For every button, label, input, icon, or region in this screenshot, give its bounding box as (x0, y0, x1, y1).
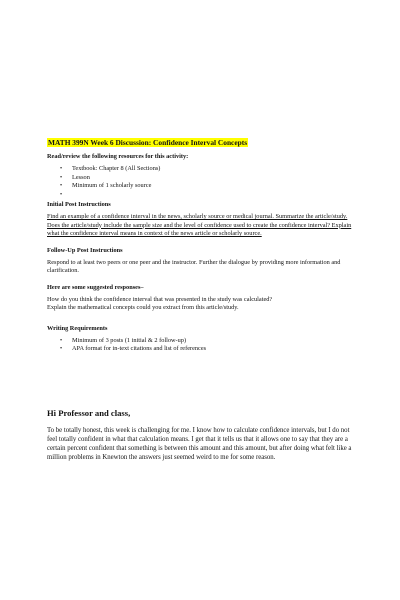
list-item: • APA format for in-text citations and list of references (60, 345, 207, 352)
resources-heading: Read/review the following resources for this activity: (47, 153, 189, 160)
bullet-icon: • (60, 166, 63, 172)
bullet-icon: • (60, 191, 63, 198)
document-content (47, 132, 352, 462)
list-item: • Textbook: Chapter 8 (All Sections) (60, 165, 161, 172)
resources-list (47, 165, 352, 199)
bullet-icon: • (60, 337, 63, 344)
bullet-icon: • (60, 346, 63, 352)
list-item (60, 191, 352, 200)
bullet-icon: • (60, 183, 63, 189)
bullet-icon: • (60, 174, 63, 181)
suggested-responses (47, 296, 352, 313)
list-item: • Lesson (60, 173, 90, 181)
suggested-line: How do you think the confidence interval that was presented in the study was calculated? (47, 295, 273, 303)
list-item: • Minimum of 1 scholarly source (60, 182, 152, 189)
writing-requirements-heading: Writing Requirements (47, 324, 108, 332)
list-item: • Minimum of 3 posts (1 initial & 2 follow-up) (60, 336, 187, 344)
suggested-responses-heading: Here are some suggested responses– (47, 283, 144, 291)
initial-post-text: Find an example of a confidence interval in the news, scholarly source or medical journal. Summarize the article/study. Does the article/study include the sample size and the level of confidence used to create the confidence interval? Explain what the confidence interval means in context of the news article or scholarly source. (47, 213, 352, 237)
followup-post-text: Respond to at least two peers or one peer and the instructor. Further the dialogue by providing more information and clarification. (47, 258, 341, 274)
post-greeting: Hi Professor and class, (47, 407, 131, 418)
followup-post-heading: Follow-Up Post Instructions (47, 246, 123, 254)
writing-requirements-list (47, 337, 352, 354)
post-body: To be totally honest, this week is challenging for me. I know how to calculate confidence intervals, but I do not feel totally confident in what that calculation means. I get that it tells us that it allows one to say that they are a certain percent confident that something is between this amount and this amount, but after doing what felt like a million problems in Knewton the answers just seemed weird to me for some reason. (47, 426, 352, 462)
suggested-line: Explain the mathematical concepts could you extract from this article/study. (47, 304, 239, 311)
initial-post-heading: Initial Post Instructions (47, 201, 111, 208)
document-title: MATH 399N Week 6 Discussion: Confidence Interval Concepts (48, 138, 248, 147)
